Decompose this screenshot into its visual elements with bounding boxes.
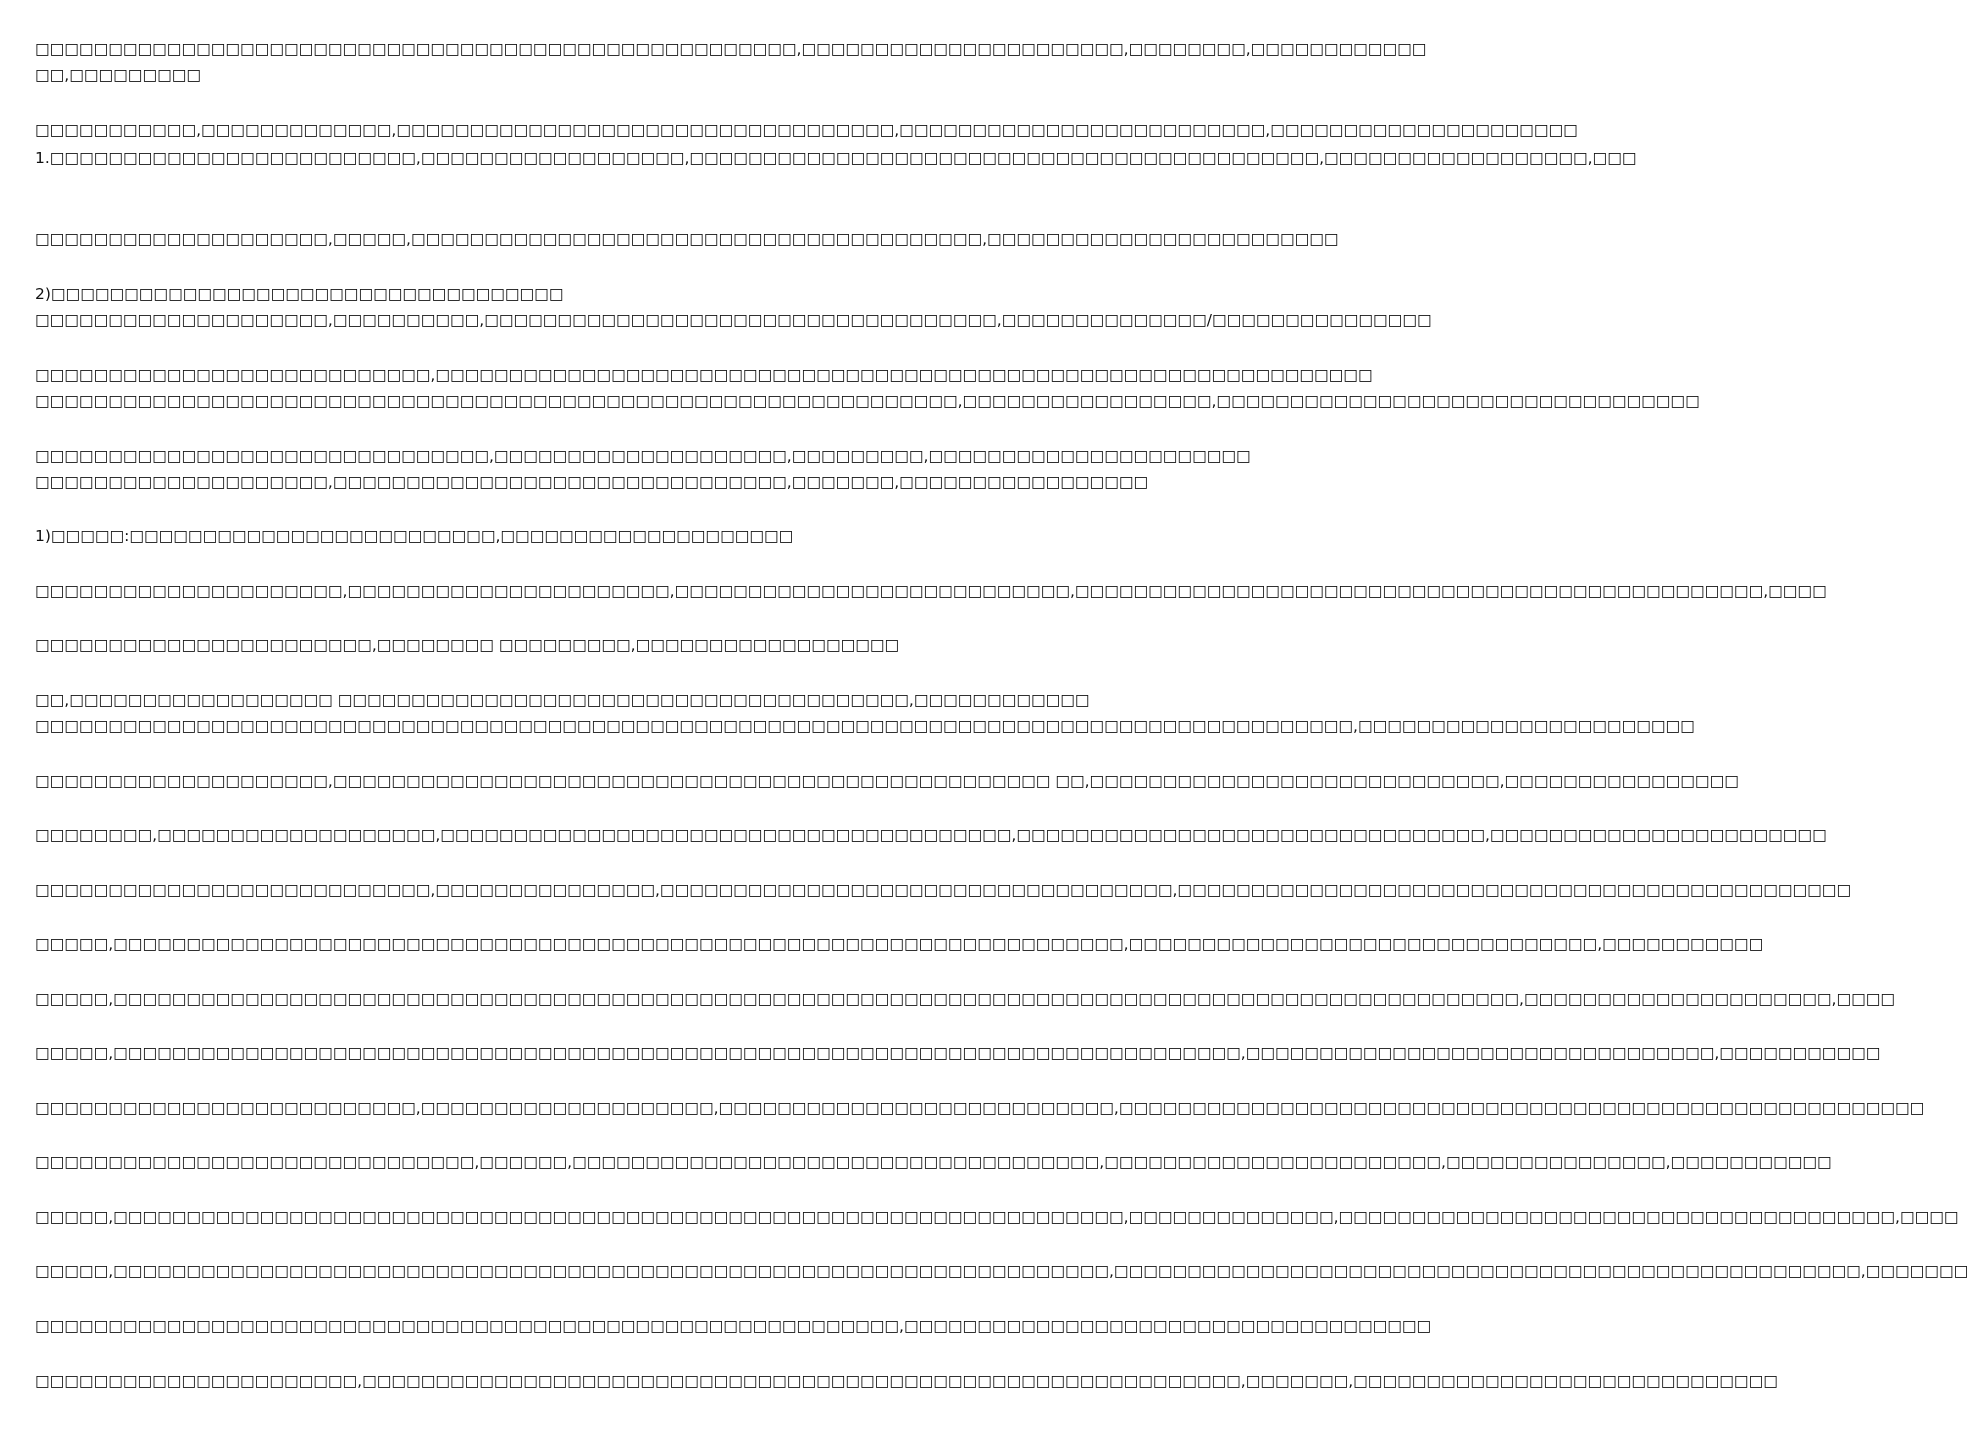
text-line: □□□□□□□□□□□□□□□□□□□□□□□□□□□□□□□□□□□□□□□□□□□□□□□□□□□□,□□□□□□□□□□□□□□□□□□□□□□,□□□□□□□□,□□□□□□□□□□□□ [35,40,1427,58]
text-line: □□□□□□□□□□□□□□□□□□□□□,□□□□□□□□□□□□□□□□□□□□□□,□□□□□□□□□□□□□□□□□□□□□□□□□□□,□□□□□□□□□□□□□□□□□□□□□□□□□□□□□□□□□□□□□□□□□□□□□□□,□□□□ [35,582,1827,600]
text-line: □□□□□,□□□□□□□□□□□□□□□□□□□□□□□□□□□□□□□□□□□□□□□□□□□□□□□□□□□□□□□□□□□□□□□□□□□□,□□□□□□□□□□□□□□□□□□□□□□□□□□□□□□□□□□□□□□□□□□□□□□□□□□□,□□□□□□□ [35,1262,1968,1280]
text-line: □□□□□,□□□□□□□□□□□□□□□□□□□□□□□□□□□□□□□□□□□□□□□□□□□□□□□□□□□□□□□□□□□□□□□□□□□□□,□□□□□□□□□□□□□□,□□□□□□□□□□□□□□□□□□□□□□□□□□□□□□□□□□□□□□,□□□□ [35,1208,1959,1226]
text-line: □□□□□□□□□□□□□□□□□□□□□□□□□□□,□□□□□□□□□□□□□□□□□□□□□□□□□□□□□□□□□□□□□□□□□□□□□□□□□□□□□□□□□□□□□□□□ [35,366,1373,384]
text-line: 1)□□□□□:□□□□□□□□□□□□□□□□□□□□□□□□□,□□□□□□□□□□□□□□□□□□□□ [35,527,794,545]
text-line: □□□□□□□□□□□□□□□□□□□□,□□□□□□□□□□□□□□□□□□□□□□□□□□□□□□□□□□□□□□□□□□□□□□□□□ □□,□□□□□□□□□□□□□□□□□□□□□□□□□□□□,□□□□□□□□□□□□□□□□ [35,772,1739,790]
text-line: □□,□□□□□□□□□□□□□□□□□□ □□□□□□□□□□□□□□□□□□□□□□□□□□□□□□□□□□□□□□□,□□□□□□□□□□□□ [35,691,1090,709]
text-line: □□□□□□□□□□□□□□□□□□□□□□□□□□□□□□□,□□□□□□□□□□□□□□□□□□□□,□□□□□□□□□,□□□□□□□□□□□□□□□□□□□□□□ [35,447,1251,465]
text-line: □□□□□□□□□□□□□□□□□□□□□□□□□□□□□□□□□□□□□□□□□□□□□□□□□□□□□□□□□□□□□□□,□□□□□□□□□□□□□□□□□,□□□□□□□□□□□□□□□□□□□□□□□□□□□□□□□□□ [35,392,1700,410]
text-line: □□□□□□□□□□□□□□□□□□□□,□□□□□□□□□□,□□□□□□□□□□□□□□□□□□□□□□□□□□□□□□□□□□□,□□□□□□□□□□□□□□/□□□□□□□□□□□□□□□ [35,311,1432,329]
text-line: □□□□□,□□□□□□□□□□□□□□□□□□□□□□□□□□□□□□□□□□□□□□□□□□□□□□□□□□□□□□□□□□□□□□□□□□□□□□□□□□□□□□□□□□□□□□□□□□□□□□□□,□□□□□□□□□□□□□□□□□□□□□,□□□□ [35,990,1896,1008]
text-line: □□□□□□□□□□□□□□□□□□□□□□□□□□□□□□□□□□□□□□□□□□□□□□□□□□□□□□□□□□□,□□□□□□□□□□□□□□□□□□□□□□□□□□□□□□□□□□□□ [35,1317,1432,1335]
text-line: 1.□□□□□□□□□□□□□□□□□□□□□□□□□,□□□□□□□□□□□□□□□□□□,□□□□□□□□□□□□□□□□□□□□□□□□□□□□□□□□□□□□□□□□□□□,□□□□□□□□□□□□□□□□□□,□□□ [35,149,1637,167]
text-line: □□□□□□□□□□□□□□□□□□□□□□,□□□□□□□□□□□□□□□□□□□□□□□□□□□□□□□□□□□□□□□□□□□□□□□□□□□□□□□□□□□□,□□□□□□□,□□□□□□□□□□□□□□□□□□□□□□□□□□□□□ [35,1372,1778,1390]
text-line: □□,□□□□□□□□□ [35,66,202,84]
text-line: □□□□□□□□□□□□□□□□□□□□,□□□□□,□□□□□□□□□□□□□□□□□□□□□□□□□□□□□□□□□□□□□□□,□□□□□□□□□□□□□□□□□□□□□□□□ [35,230,1339,248]
text-line: 2)□□□□□□□□□□□□□□□□□□□□□□□□□□□□□□□□□□□ [35,285,564,303]
text-line: □□□□□□□□□□□□□□□□□□□□,□□□□□□□□□□□□□□□□□□□□□□□□□□□□□□□,□□□□□□□,□□□□□□□□□□□□□□□□□ [35,473,1149,491]
text-line: □□□□□□□□,□□□□□□□□□□□□□□□□□□□,□□□□□□□□□□□□□□□□□□□□□□□□□□□□□□□□□□□□□□□,□□□□□□□□□□□□□□□□□□□□□□□□□□□□□□□□,□□□□□□□□□□□□□□□□□□□□□□□ [35,826,1827,844]
text-line: □□□□□□□□□□□□□□□□□□□□□□□□□□□□□□□□□□□□□□□□□□□□□□□□□□□□□□□□□□□□□□□□□□□□□□□□□□□□□□□□□□□□□□□□□□,□□□□□□□□□□□□□□□□□□□□□□□ [35,717,1695,735]
text-line: □□□□□□□□□□□□□□□□□□□□□□□□□□□,□□□□□□□□□□□□□□□,□□□□□□□□□□□□□□□□□□□□□□□□□□□□□□□□□□□,□□□□□□□□□□□□□□□□□□□□□□□□□□□□□□□□□□□□□□□□□□□□□□ [35,881,1852,899]
text-line: □□□□□□□□□□□,□□□□□□□□□□□□□,□□□□□□□□□□□□□□□□□□□□□□□□□□□□□□□□□□,□□□□□□□□□□□□□□□□□□□□□□□□□,□□□□□□□□□□□□□□□□□□□□□ [35,121,1578,139]
text-line: □□□□□,□□□□□□□□□□□□□□□□□□□□□□□□□□□□□□□□□□□□□□□□□□□□□□□□□□□□□□□□□□□□□□□□□□□□□□□□□□□□□,□□□□□□□□□□□□□□□□□□□□□□□□□□□□□□□□,□□□□□□□□□□□ [35,1044,1881,1062]
text-line: □□□□□□□□□□□□□□□□□□□□□□□,□□□□□□□□ □□□□□□□□□,□□□□□□□□□□□□□□□□□□ [35,636,900,654]
text-line: □□□□□□□□□□□□□□□□□□□□□□□□□□,□□□□□□□□□□□□□□□□□□□□,□□□□□□□□□□□□□□□□□□□□□□□□□□□,□□□□□□□□□□□□□□□□□□□□□□□□□□□□□□□□□□□□□□□□□□□□□□□□□□□□□□□ [35,1099,1925,1117]
text-line: □□□□□,□□□□□□□□□□□□□□□□□□□□□□□□□□□□□□□□□□□□□□□□□□□□□□□□□□□□□□□□□□□□□□□□□□□□□,□□□□□□□□□□□□□□□□□□□□□□□□□□□□□□□□,□□□□□□□□□□□ [35,935,1764,953]
text-line: □□□□□□□□□□□□□□□□□□□□□□□□□□□□□□,□□□□□□,□□□□□□□□□□□□□□□□□□□□□□□□□□□□□□□□□□□□,□□□□□□□□□□□□□□□□□□□□□□□,□□□□□□□□□□□□□□□,□□□□□□□□□□□ [35,1153,1832,1171]
